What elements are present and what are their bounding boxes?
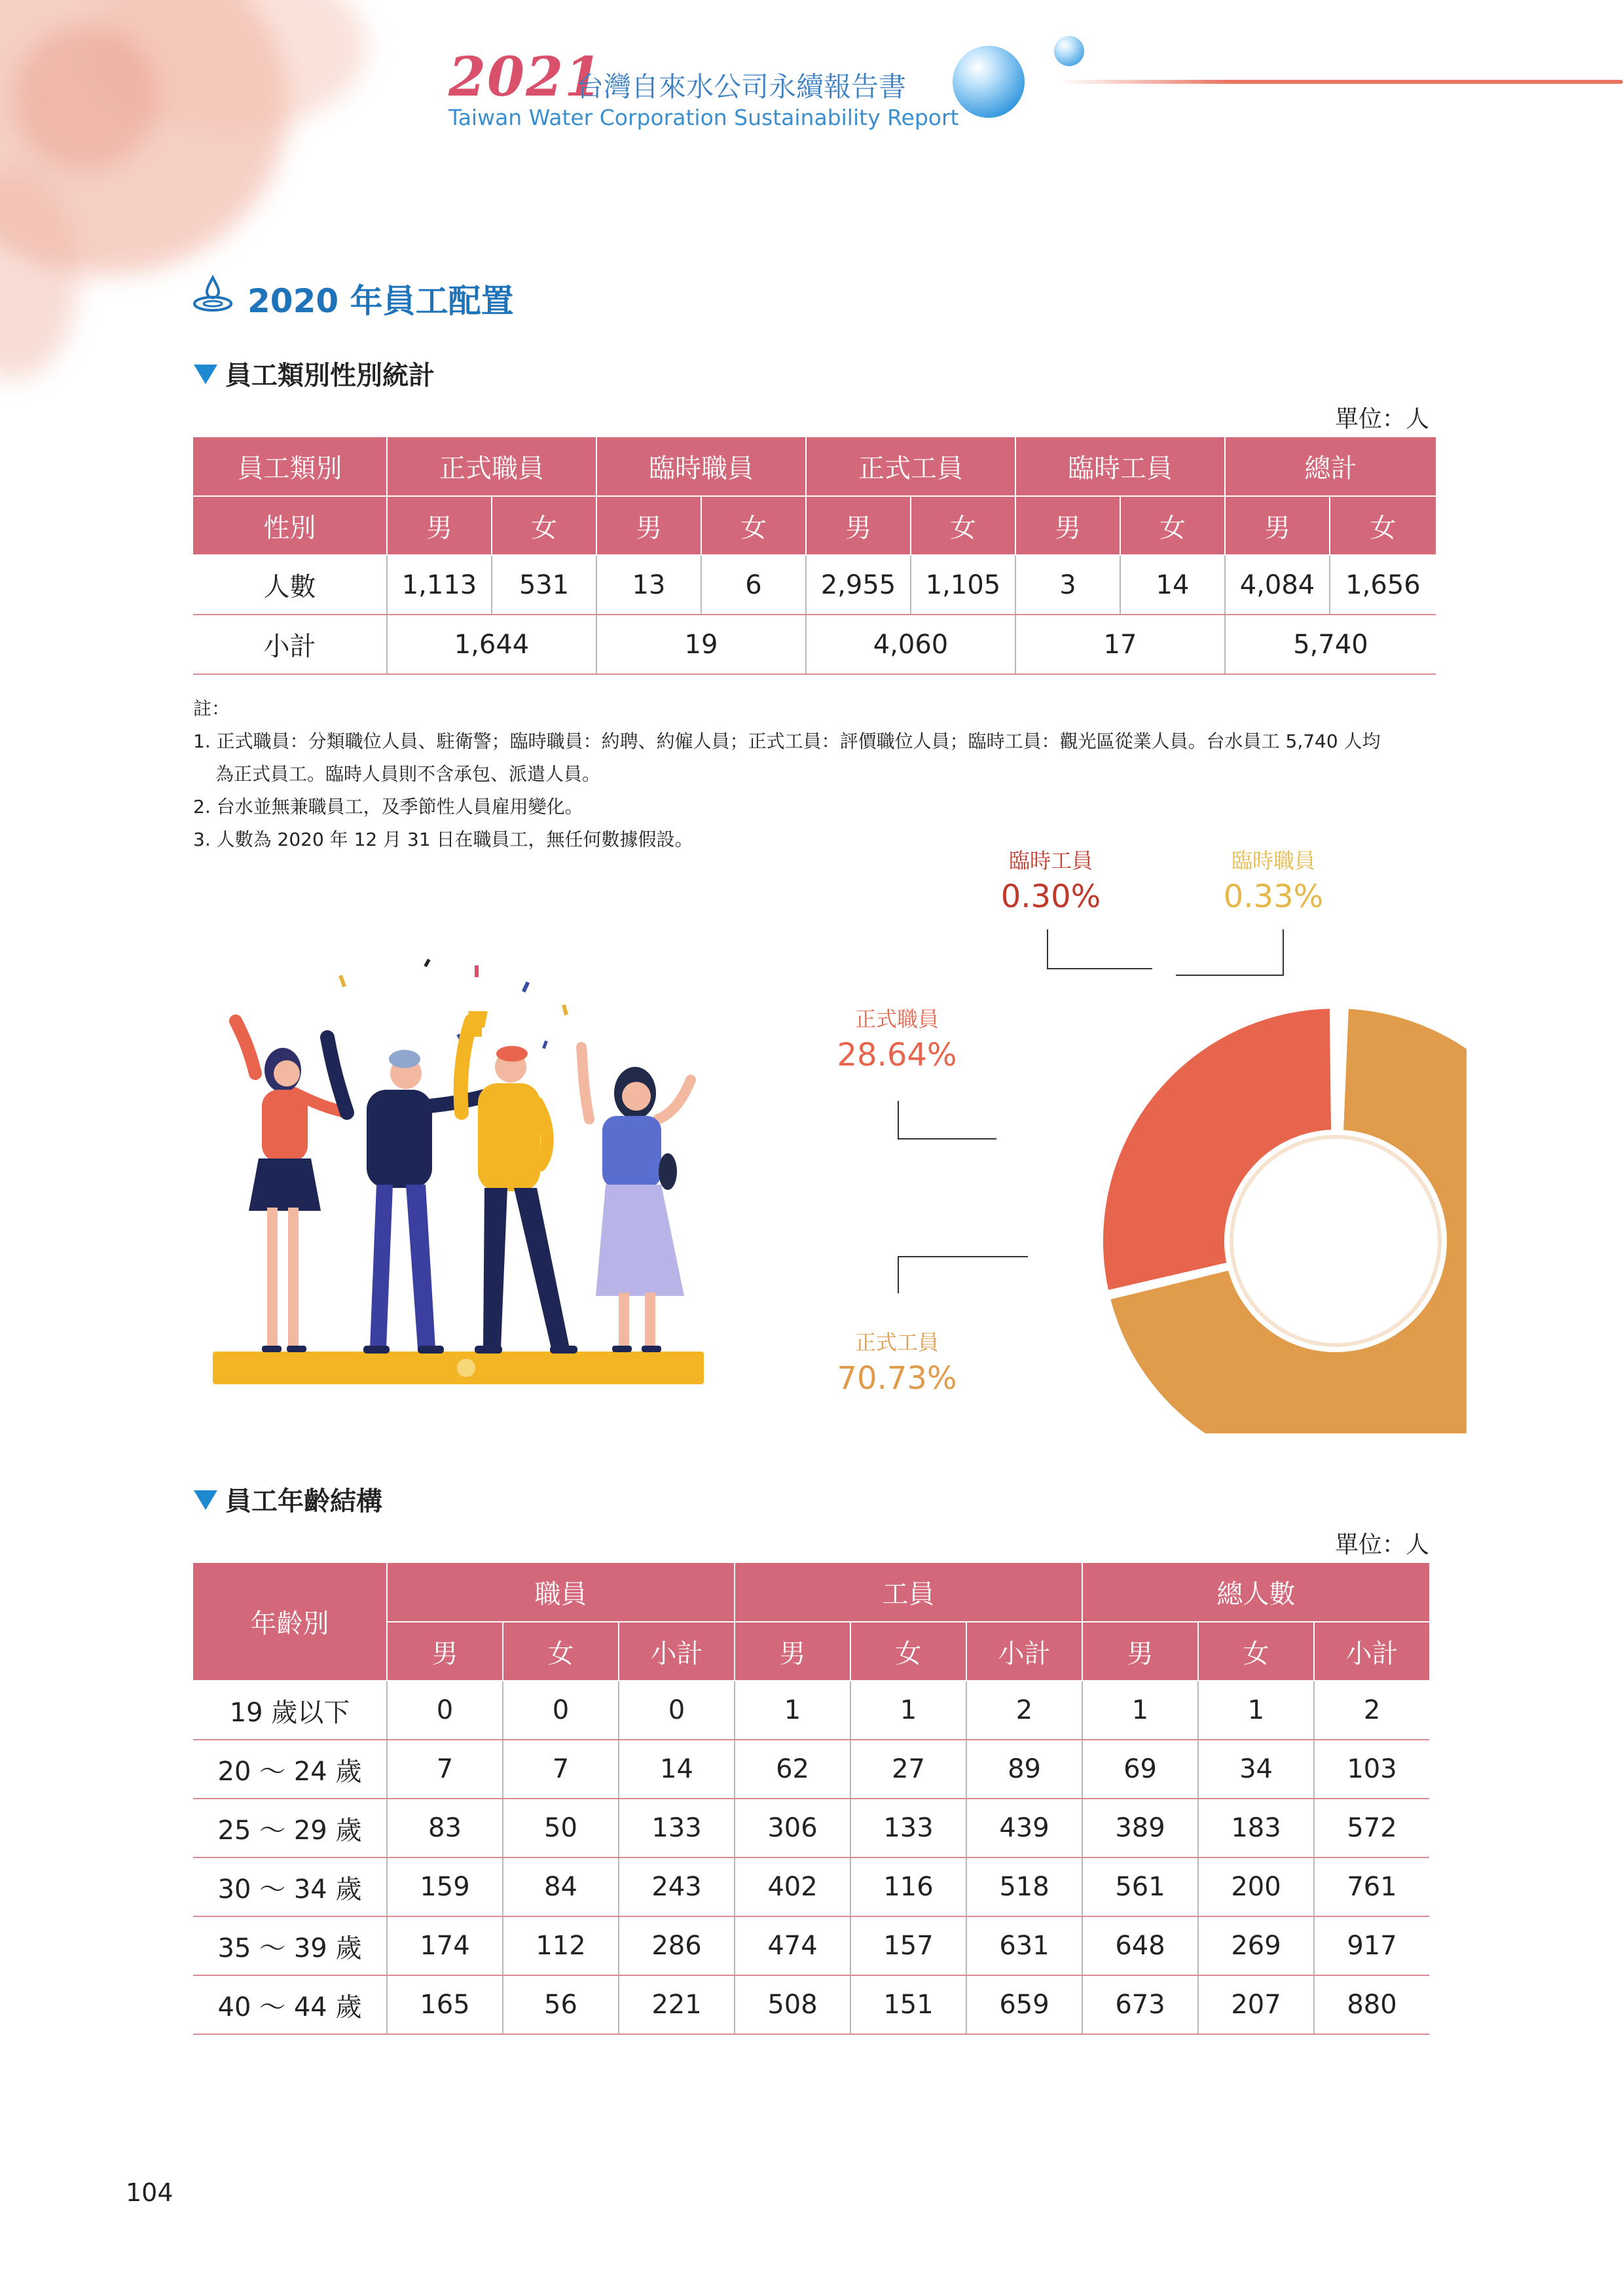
table-cell: 89 <box>966 1740 1082 1799</box>
table-cell: 133 <box>850 1799 966 1857</box>
table-cell: 518 <box>966 1857 1082 1916</box>
slice-name: 臨時職員 <box>1231 848 1315 873</box>
report-year: 2021 <box>448 46 604 109</box>
note-line: 2. 台水並無兼職員工，及季節性人員雇用變化。 <box>193 796 583 817</box>
leader-line <box>898 1101 996 1139</box>
table-row <box>193 1857 1429 1916</box>
header-cell: 女 <box>1330 496 1436 555</box>
slice-percent: 28.64% <box>837 1037 957 1073</box>
table-cell: 小計 <box>193 615 387 674</box>
employee-gender-table <box>193 437 1436 675</box>
table-cell: 116 <box>850 1857 966 1916</box>
table-cell: 174 <box>387 1916 503 1975</box>
table-cell: 631 <box>966 1916 1082 1975</box>
small-bubble-icon <box>1054 36 1084 66</box>
table-cell: 474 <box>735 1916 850 1975</box>
header-cell: 小計 <box>619 1622 735 1681</box>
donut-inner-ring <box>1231 1137 1440 1345</box>
slice-label-temp-staff <box>1185 844 1362 915</box>
table-cell: 306 <box>735 1799 850 1857</box>
header-cell: 職員 <box>387 1563 735 1622</box>
slice-percent: 0.30% <box>1000 878 1101 915</box>
table-row <box>193 1916 1429 1975</box>
table-cell: 673 <box>1082 1975 1198 2034</box>
table-cell: 14 <box>1120 555 1225 615</box>
table-cell: 50 <box>503 1799 619 1857</box>
slice-label-temp-worker <box>962 844 1139 915</box>
table-cell: 27 <box>850 1740 966 1799</box>
table-cell: 83 <box>387 1799 503 1857</box>
table-cell: 103 <box>1314 1740 1429 1799</box>
header-cell: 正式工員 <box>806 437 1015 496</box>
header-cell: 年齡別 <box>193 1563 387 1681</box>
header-cell: 男 <box>387 1622 503 1681</box>
table-cell: 84 <box>503 1857 619 1916</box>
table-row <box>193 615 1436 674</box>
table1-unit: 單位：人 <box>1334 406 1429 433</box>
table-cell: 761 <box>1314 1857 1429 1916</box>
slice-name: 正式職員 <box>854 1007 939 1031</box>
table-row <box>193 1681 1429 1740</box>
header-cell: 男 <box>1015 496 1120 555</box>
table-cell: 200 <box>1198 1857 1314 1916</box>
trophy-icon <box>468 1011 488 1028</box>
report-title: 台灣自來水公司永續報告書 <box>576 71 907 103</box>
celebration-illustration <box>210 956 753 1401</box>
table-cell: 1 <box>1082 1681 1198 1740</box>
table-cell: 1,113 <box>387 555 492 615</box>
section-title: 2020 年員工配置 <box>247 282 514 320</box>
triangle-bullet-icon <box>194 1490 217 1510</box>
age-group-cell: 19 歲以下 <box>193 1681 387 1740</box>
table-cell: 4,084 <box>1225 555 1330 615</box>
header-cell: 女 <box>503 1622 619 1681</box>
slice-label-regular-staff <box>809 1003 985 1073</box>
table1-title-row <box>194 355 435 392</box>
table-cell: 34 <box>1198 1740 1314 1799</box>
table-cell: 2 <box>1314 1681 1429 1740</box>
table2-title: 員工年齡結構 <box>225 1486 382 1516</box>
table-cell: 62 <box>735 1740 850 1799</box>
table-row <box>193 1740 1429 1799</box>
header-cell: 工員 <box>735 1563 1082 1622</box>
notes-heading: 註： <box>193 698 230 719</box>
table-cell: 7 <box>387 1740 503 1799</box>
triangle-bullet-icon <box>194 365 217 384</box>
table-cell: 183 <box>1198 1799 1314 1857</box>
table-cell: 6 <box>701 555 806 615</box>
confetti <box>338 959 568 1049</box>
slice-name: 臨時工員 <box>1008 848 1093 873</box>
donut-slice <box>1100 1005 1334 1294</box>
table-cell: 151 <box>850 1975 966 2034</box>
employee-age-table <box>193 1563 1429 2035</box>
table-cell: 112 <box>503 1916 619 1975</box>
header-cell: 女 <box>1120 496 1225 555</box>
header-cell: 男 <box>387 496 492 555</box>
table-cell: 243 <box>619 1857 735 1916</box>
table-cell: 0 <box>503 1681 619 1740</box>
header-cell: 正式職員 <box>387 437 596 496</box>
water-bubble-icon <box>953 46 1025 118</box>
table-cell: 19 <box>596 615 806 674</box>
leader-line <box>898 1257 1028 1293</box>
table2-title-row <box>194 1480 382 1518</box>
person-figure <box>581 1047 691 1352</box>
table-cell: 17 <box>1015 615 1225 674</box>
table-cell: 1,644 <box>387 615 596 674</box>
table-cell: 286 <box>619 1916 735 1975</box>
age-group-cell: 20 ～ 24 歲 <box>193 1740 387 1799</box>
table-cell: 508 <box>735 1975 850 2034</box>
header-cell: 男 <box>1225 496 1330 555</box>
water-drop-icon <box>191 275 234 315</box>
table-cell: 4,060 <box>806 615 1015 674</box>
table-cell: 531 <box>492 555 596 615</box>
header-cell: 性別 <box>193 496 387 555</box>
leader-line <box>1048 929 1152 969</box>
age-group-cell: 35 ～ 39 歲 <box>193 1916 387 1975</box>
slice-percent: 70.73% <box>837 1360 957 1397</box>
header-cell: 男 <box>1082 1622 1198 1681</box>
table-cell: 917 <box>1314 1916 1429 1975</box>
table1-title: 員工類別性別統計 <box>225 361 435 391</box>
header-cell: 女 <box>701 496 806 555</box>
table-cell: 3 <box>1015 555 1120 615</box>
table-cell: 221 <box>619 1975 735 2034</box>
table-cell: 人數 <box>193 555 387 615</box>
header-cell: 總人數 <box>1082 1563 1429 1622</box>
table-cell: 56 <box>503 1975 619 2034</box>
header-cell: 小計 <box>966 1622 1082 1681</box>
table-row <box>193 1975 1429 2034</box>
header-cell: 女 <box>911 496 1015 555</box>
header-cell: 男 <box>806 496 911 555</box>
table-cell: 880 <box>1314 1975 1429 2034</box>
header-cell: 男 <box>596 496 701 555</box>
table-cell: 7 <box>503 1740 619 1799</box>
age-group-cell: 40 ～ 44 歲 <box>193 1975 387 2034</box>
table-cell: 2,955 <box>806 555 911 615</box>
table-cell: 648 <box>1082 1916 1198 1975</box>
header-rule <box>1061 80 1623 84</box>
table-cell: 1,105 <box>911 555 1015 615</box>
report-title-english: Taiwan Water Corporation Sustainability Report <box>448 105 959 130</box>
header-cell: 小計 <box>1314 1622 1429 1681</box>
table-cell: 402 <box>735 1857 850 1916</box>
table-cell: 69 <box>1082 1740 1198 1799</box>
table-cell: 14 <box>619 1740 735 1799</box>
watercolor-decoration <box>0 0 458 406</box>
note-line: 1. 正式職員：分類職位人員、駐衛警；臨時職員：約聘、約僱人員；正式工員：評價職位人員；臨時工員：觀光區從業人員。台水員工 5,740 人均 <box>193 730 1381 752</box>
table-row <box>193 1799 1429 1857</box>
header-cell: 臨時職員 <box>596 437 806 496</box>
header-cell: 員工類別 <box>193 437 387 496</box>
table-cell: 165 <box>387 1975 503 2034</box>
table-cell: 269 <box>1198 1916 1314 1975</box>
leader-line <box>1176 929 1283 975</box>
person-figure <box>461 1011 577 1354</box>
table-cell: 2 <box>966 1681 1082 1740</box>
table-cell: 439 <box>966 1799 1082 1857</box>
table2-unit: 單位：人 <box>1334 1532 1429 1558</box>
table-row <box>193 555 1436 615</box>
table-cell: 1,656 <box>1330 555 1436 615</box>
table-cell: 133 <box>619 1799 735 1857</box>
header-cell: 男 <box>735 1622 850 1681</box>
header-cell: 女 <box>492 496 596 555</box>
age-group-cell: 25 ～ 29 歲 <box>193 1799 387 1857</box>
table-cell: 1 <box>850 1681 966 1740</box>
header-cell: 女 <box>850 1622 966 1681</box>
table-cell: 659 <box>966 1975 1082 2034</box>
table-cell: 0 <box>619 1681 735 1740</box>
note-line: 3. 人數為 2020 年 12 月 31 日在職員工，無任何數據假設。 <box>193 829 693 850</box>
table-cell: 1 <box>1198 1681 1314 1740</box>
table-cell: 5,740 <box>1225 615 1436 674</box>
header-cell: 臨時工員 <box>1015 437 1225 496</box>
age-group-cell: 30 ～ 34 歲 <box>193 1857 387 1916</box>
table-cell: 1 <box>735 1681 850 1740</box>
table-cell: 157 <box>850 1916 966 1975</box>
header-cell: 總計 <box>1225 437 1436 496</box>
table-cell: 572 <box>1314 1799 1429 1857</box>
table-cell: 13 <box>596 555 701 615</box>
table-cell: 389 <box>1082 1799 1198 1857</box>
slice-name: 正式工員 <box>854 1330 939 1355</box>
slice-percent: 0.33% <box>1223 878 1324 915</box>
header-cell: 女 <box>1198 1622 1314 1681</box>
table-cell: 0 <box>387 1681 503 1740</box>
table-cell: 561 <box>1082 1857 1198 1916</box>
table-cell: 207 <box>1198 1975 1314 2034</box>
note-line: 為正式員工。臨時人員則不含承包、派遣人員。 <box>215 763 601 785</box>
slice-label-regular-worker <box>809 1326 985 1397</box>
table-cell: 159 <box>387 1857 503 1916</box>
page-number: 104 <box>126 2178 173 2207</box>
